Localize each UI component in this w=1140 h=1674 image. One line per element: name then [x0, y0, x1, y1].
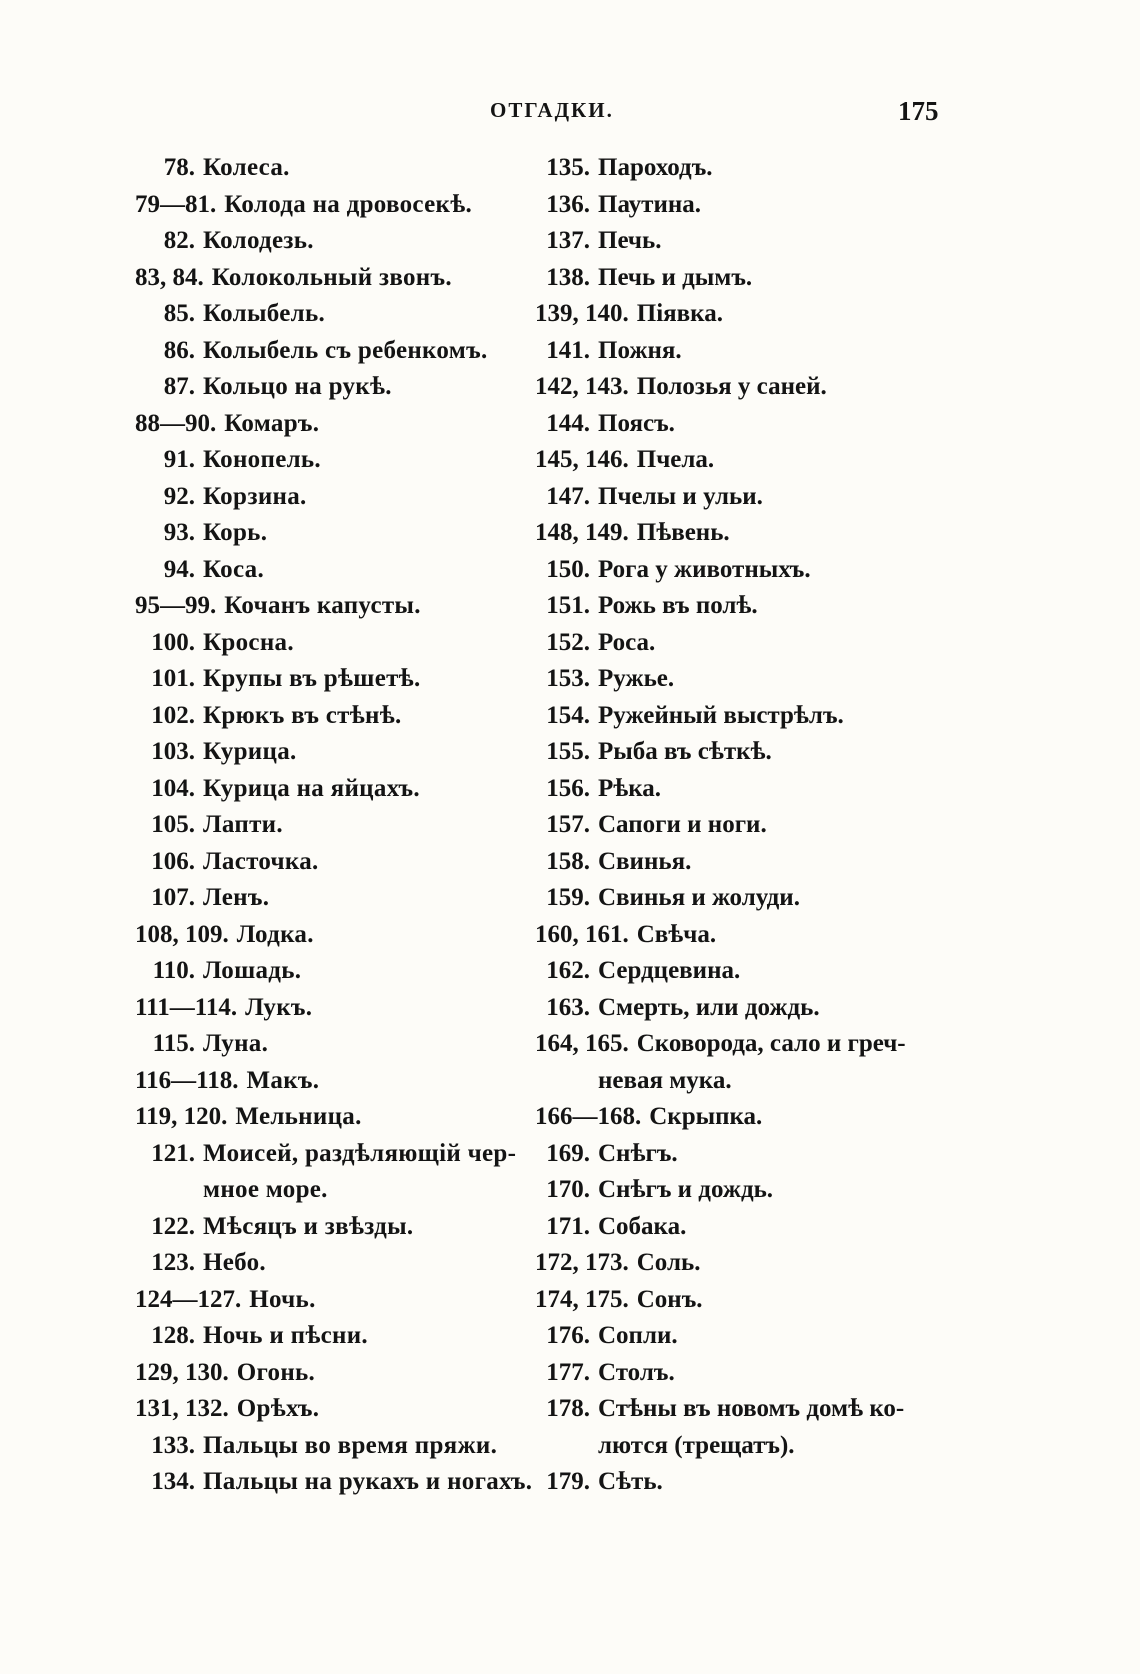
- answer-entry: [135, 588, 535, 625]
- entry-text: Стѣны въ новомъ домѣ ко-: [598, 1395, 905, 1422]
- entry-number: 78.: [163, 154, 195, 181]
- entry-text: Курица.: [203, 738, 297, 765]
- answer-entry: [135, 734, 535, 771]
- page-number: 175: [898, 96, 939, 126]
- answer-entry: [535, 479, 955, 516]
- answer-entry: [535, 953, 955, 990]
- entry-text: Ружье.: [598, 665, 675, 692]
- entry-number: 86.: [163, 336, 195, 364]
- entry-number: 123.: [151, 1249, 195, 1276]
- entry-text: Рожь въ полѣ.: [598, 592, 758, 619]
- answer-entry: [135, 625, 535, 662]
- answer-entry: [535, 990, 955, 1027]
- entry-number: 102.: [151, 701, 195, 729]
- answer-entry: [535, 1428, 955, 1465]
- entry-number: 93.: [163, 519, 195, 546]
- entry-number: 155.: [546, 738, 590, 765]
- entry-text: Кочанъ капусты.: [224, 592, 421, 619]
- answer-entry: [135, 1391, 535, 1428]
- entry-text: Пальцы на рукахъ и ногахъ.: [203, 1468, 533, 1495]
- entry-text: Паутина.: [598, 190, 702, 218]
- answer-entry: [135, 515, 535, 552]
- answer-entry: [535, 1172, 955, 1209]
- entry-number: 169.: [546, 1139, 590, 1167]
- entry-number: 156.: [546, 774, 590, 802]
- entry-text: Мельница.: [235, 1103, 362, 1130]
- entry-number: 119, 120.: [135, 1103, 228, 1130]
- answer-entry: [135, 1026, 535, 1063]
- answer-entry: [535, 1026, 955, 1063]
- entry-text: Печь.: [598, 227, 662, 254]
- entry-number: 154.: [546, 701, 590, 729]
- entry-text: Пѣвень.: [636, 519, 730, 546]
- entry-number: 153.: [546, 665, 590, 692]
- entry-number: 128.: [151, 1322, 195, 1349]
- entry-text: Пчелы и ульи.: [598, 482, 763, 510]
- entry-number: 145, 146.: [535, 446, 629, 473]
- entry-text: Сковорода, сало и греч-: [636, 1030, 906, 1057]
- entry-number: 133.: [151, 1431, 195, 1459]
- entry-text: Мѣсяцъ и звѣзды.: [203, 1212, 414, 1240]
- entry-number: 160, 161.: [535, 920, 629, 948]
- right-column: [535, 150, 955, 1501]
- answer-entry: [535, 369, 955, 406]
- entry-text: Колода на дровосекѣ.: [224, 190, 473, 218]
- entry-number: 111—114.: [135, 993, 238, 1021]
- answer-entry: [535, 442, 955, 479]
- entry-number: 115.: [152, 1030, 195, 1057]
- entry-number: 152.: [546, 628, 590, 656]
- entry-number: 131, 132.: [135, 1395, 229, 1422]
- answer-entry: [135, 1209, 535, 1246]
- entry-number: 162.: [546, 957, 590, 984]
- entry-number: 110.: [152, 957, 195, 984]
- answer-entry: [135, 771, 535, 808]
- answer-entry: [535, 150, 955, 187]
- entry-text: Соль.: [636, 1249, 701, 1276]
- answer-entry: [535, 698, 955, 735]
- answer-entry: [535, 771, 955, 808]
- answer-entry: [135, 1282, 535, 1319]
- answer-entry: [535, 296, 955, 333]
- answer-entry: [135, 150, 535, 187]
- entry-text: Поясъ.: [598, 409, 675, 437]
- entry-number: 136.: [546, 190, 590, 218]
- answer-entry: [535, 625, 955, 662]
- entry-number: 91.: [163, 446, 195, 473]
- entry-text: Лукъ.: [245, 993, 313, 1021]
- answer-entry: [135, 296, 535, 333]
- answer-entry: [135, 479, 535, 516]
- entry-text: мное море.: [203, 1176, 328, 1203]
- entry-text: Курица на яйцахъ.: [203, 774, 420, 802]
- entry-text: Комаръ.: [224, 409, 320, 437]
- answer-entry: [135, 369, 535, 406]
- entry-number: [135, 1172, 195, 1209]
- entry-number: 85.: [163, 300, 195, 327]
- answer-entry: [135, 1172, 535, 1209]
- answer-entry: [535, 333, 955, 370]
- entry-number: 177.: [546, 1358, 590, 1386]
- answer-entry: [135, 844, 535, 881]
- left-column: [135, 150, 535, 1501]
- entry-number: 135.: [546, 154, 590, 181]
- answer-entry: [135, 807, 535, 844]
- entry-text: Моисей, раздѣляющій чер-: [203, 1139, 517, 1167]
- entry-number: 108, 109.: [135, 920, 229, 948]
- answer-entry: [135, 223, 535, 260]
- entry-number: 82.: [163, 227, 195, 254]
- entry-number: 106.: [151, 847, 195, 875]
- answer-entry: [135, 1464, 535, 1501]
- entry-text: Столъ.: [598, 1358, 675, 1386]
- entry-number: 139, 140.: [535, 300, 629, 327]
- answer-entry: [135, 661, 535, 698]
- entry-text: Лошадь.: [203, 957, 302, 984]
- answer-entry: [535, 1464, 955, 1501]
- entry-number: [535, 1428, 590, 1465]
- entry-number: 129, 130.: [135, 1358, 229, 1386]
- answer-entry: [535, 1245, 955, 1282]
- entry-text: Пароходъ.: [598, 154, 713, 181]
- answer-entry: [135, 1245, 535, 1282]
- entry-text: Рыба въ сѣткѣ.: [598, 738, 772, 765]
- entry-text: Пожня.: [598, 336, 682, 364]
- entry-text: Крюкъ въ стѣнѣ.: [203, 701, 402, 729]
- entry-number: 158.: [546, 847, 590, 875]
- entry-text: Лапти.: [203, 811, 283, 838]
- answer-entry: [135, 406, 535, 443]
- entry-text: Луна.: [203, 1030, 269, 1057]
- entry-number: 124—127.: [135, 1285, 242, 1313]
- entry-text: Макъ.: [246, 1066, 320, 1094]
- answer-entry: [535, 734, 955, 771]
- entry-text: Сопли.: [598, 1322, 678, 1349]
- entry-number: 174, 175.: [535, 1285, 629, 1313]
- entry-number: [535, 1063, 590, 1100]
- entry-text: Свинья и жолуди.: [598, 884, 800, 911]
- answer-entry: [135, 1318, 535, 1355]
- answer-entry: [535, 1355, 955, 1392]
- entry-number: 166—168.: [535, 1103, 642, 1130]
- entry-text: Корзина.: [203, 482, 307, 510]
- entry-text: Рѣка.: [598, 774, 662, 802]
- entry-number: 121.: [151, 1139, 195, 1167]
- entry-number: 95—99.: [135, 592, 217, 619]
- entry-number: 159.: [546, 884, 590, 911]
- entry-text: Колодезь.: [203, 227, 314, 254]
- entry-text: Орѣхъ.: [236, 1395, 320, 1422]
- answer-entry: [135, 990, 535, 1027]
- entry-text: Снѣгъ.: [598, 1139, 678, 1167]
- answer-entry: [135, 1136, 535, 1173]
- entry-text: Ленъ.: [203, 884, 270, 911]
- entry-text: Свѣча.: [636, 920, 717, 948]
- entry-number: 101.: [151, 665, 195, 692]
- entry-number: 150.: [546, 555, 590, 583]
- entry-text: Кольцо на рукѣ.: [203, 373, 392, 400]
- entry-number: 151.: [546, 592, 590, 619]
- entry-text: Роса.: [598, 628, 656, 656]
- answer-entry: [135, 333, 535, 370]
- entry-text: Пальцы во время пряжи.: [203, 1431, 498, 1459]
- entry-text: Снѣгъ и дождь.: [598, 1176, 774, 1203]
- entry-number: 107.: [151, 884, 195, 911]
- answer-entry: [135, 953, 535, 990]
- entry-number: 94.: [163, 555, 195, 583]
- entry-text: Ночь.: [249, 1285, 316, 1313]
- entry-text: Піявка.: [636, 300, 723, 327]
- entry-number: 148, 149.: [535, 519, 629, 546]
- entry-number: 79—81.: [135, 190, 217, 218]
- entry-number: 164, 165.: [535, 1030, 629, 1057]
- answer-entry: [535, 661, 955, 698]
- answer-entry: [535, 807, 955, 844]
- answer-entry: [535, 1391, 955, 1428]
- entry-number: 83, 84.: [135, 263, 204, 291]
- answer-entry: [535, 515, 955, 552]
- answer-entry: [535, 1209, 955, 1246]
- answer-entry: [535, 223, 955, 260]
- answer-entry: [135, 1099, 535, 1136]
- entry-text: Скрыпка.: [649, 1103, 763, 1130]
- answer-entry: [535, 187, 955, 224]
- answer-entry: [135, 698, 535, 735]
- entry-number: 122.: [151, 1212, 195, 1240]
- entry-text: Колыбель.: [203, 300, 326, 327]
- answer-entry: [135, 917, 535, 954]
- entry-text: Крупы въ рѣшетѣ.: [203, 665, 421, 692]
- answer-entry: [535, 880, 955, 917]
- answer-entry: [535, 1063, 955, 1100]
- entry-text: Пчела.: [636, 446, 715, 473]
- entry-number: 104.: [151, 774, 195, 802]
- entry-number: 87.: [163, 373, 195, 400]
- entry-number: 170.: [546, 1176, 590, 1203]
- entry-text: Смерть, или дождь.: [598, 993, 820, 1021]
- entry-text: невая мука.: [598, 1066, 732, 1094]
- answer-entry: [135, 880, 535, 917]
- answer-entry: [535, 260, 955, 297]
- entry-text: Колыбель съ ребенкомъ.: [203, 336, 488, 364]
- answer-entry: [135, 187, 535, 224]
- entry-number: 178.: [546, 1395, 590, 1422]
- entry-text: Ласточка.: [203, 847, 319, 875]
- entry-number: 141.: [546, 336, 590, 364]
- entry-text: Ружейный выстрѣлъ.: [598, 701, 844, 729]
- entry-number: 137.: [546, 227, 590, 254]
- entry-number: 92.: [163, 482, 195, 510]
- entry-text: Рога у животныхъ.: [598, 555, 811, 583]
- entry-number: 163.: [546, 993, 590, 1021]
- answer-entry: [535, 1099, 955, 1136]
- entry-text: Коса.: [203, 555, 265, 583]
- entry-text: Сонъ.: [636, 1285, 703, 1313]
- answer-entry: [135, 552, 535, 589]
- entry-number: 176.: [546, 1322, 590, 1349]
- entry-number: 103.: [151, 738, 195, 765]
- entry-text: Свинья.: [598, 847, 692, 875]
- entry-text: Ночь и пѣсни.: [203, 1322, 368, 1349]
- answer-entry: [135, 1355, 535, 1392]
- entry-text: Конопель.: [203, 446, 321, 473]
- entry-text: Полозья у саней.: [636, 373, 827, 400]
- entry-text: Печь и дымъ.: [598, 263, 753, 291]
- answer-entry: [535, 552, 955, 589]
- entry-text: Небо.: [203, 1249, 266, 1276]
- answer-entry: [535, 1318, 955, 1355]
- entry-number: 171.: [546, 1212, 590, 1240]
- entry-number: 88—90.: [135, 409, 217, 437]
- entry-number: 157.: [546, 811, 590, 838]
- entry-number: 138.: [546, 263, 590, 291]
- entry-text: Кросна.: [203, 628, 294, 656]
- entry-number: 116—118.: [135, 1066, 239, 1094]
- entry-text: лются (трещатъ).: [598, 1431, 795, 1459]
- entry-text: Огонь.: [236, 1358, 316, 1386]
- entry-number: 144.: [546, 409, 590, 437]
- answer-entry: [135, 260, 535, 297]
- page-header: [0, 96, 1140, 132]
- entry-number: 105.: [151, 811, 195, 838]
- entry-text: Сѣть.: [598, 1468, 663, 1495]
- answer-entry: [535, 844, 955, 881]
- entry-number: 179.: [546, 1468, 590, 1495]
- entry-text: Сапоги и ноги.: [598, 811, 767, 838]
- entry-text: Лодка.: [236, 920, 314, 948]
- answer-entry: [535, 588, 955, 625]
- entry-number: 147.: [546, 482, 590, 510]
- answer-entry: [135, 1428, 535, 1465]
- entry-text: Корь.: [203, 519, 268, 546]
- answer-entry: [535, 917, 955, 954]
- answer-entry: [535, 1282, 955, 1319]
- answer-entry: [535, 406, 955, 443]
- entry-number: 142, 143.: [535, 373, 629, 400]
- entry-number: 134.: [151, 1468, 195, 1495]
- entry-text: Сердцевина.: [598, 957, 741, 984]
- entry-text: Собака.: [598, 1212, 687, 1240]
- entry-text: Колеса.: [203, 154, 290, 181]
- answer-entry: [535, 1136, 955, 1173]
- entry-number: 100.: [151, 628, 195, 656]
- entry-text: Колокольный звонъ.: [211, 263, 452, 291]
- entry-number: 172, 173.: [535, 1249, 629, 1276]
- answer-entry: [135, 442, 535, 479]
- answer-entry: [135, 1063, 535, 1100]
- running-title: ОТГАДКИ.: [490, 98, 614, 122]
